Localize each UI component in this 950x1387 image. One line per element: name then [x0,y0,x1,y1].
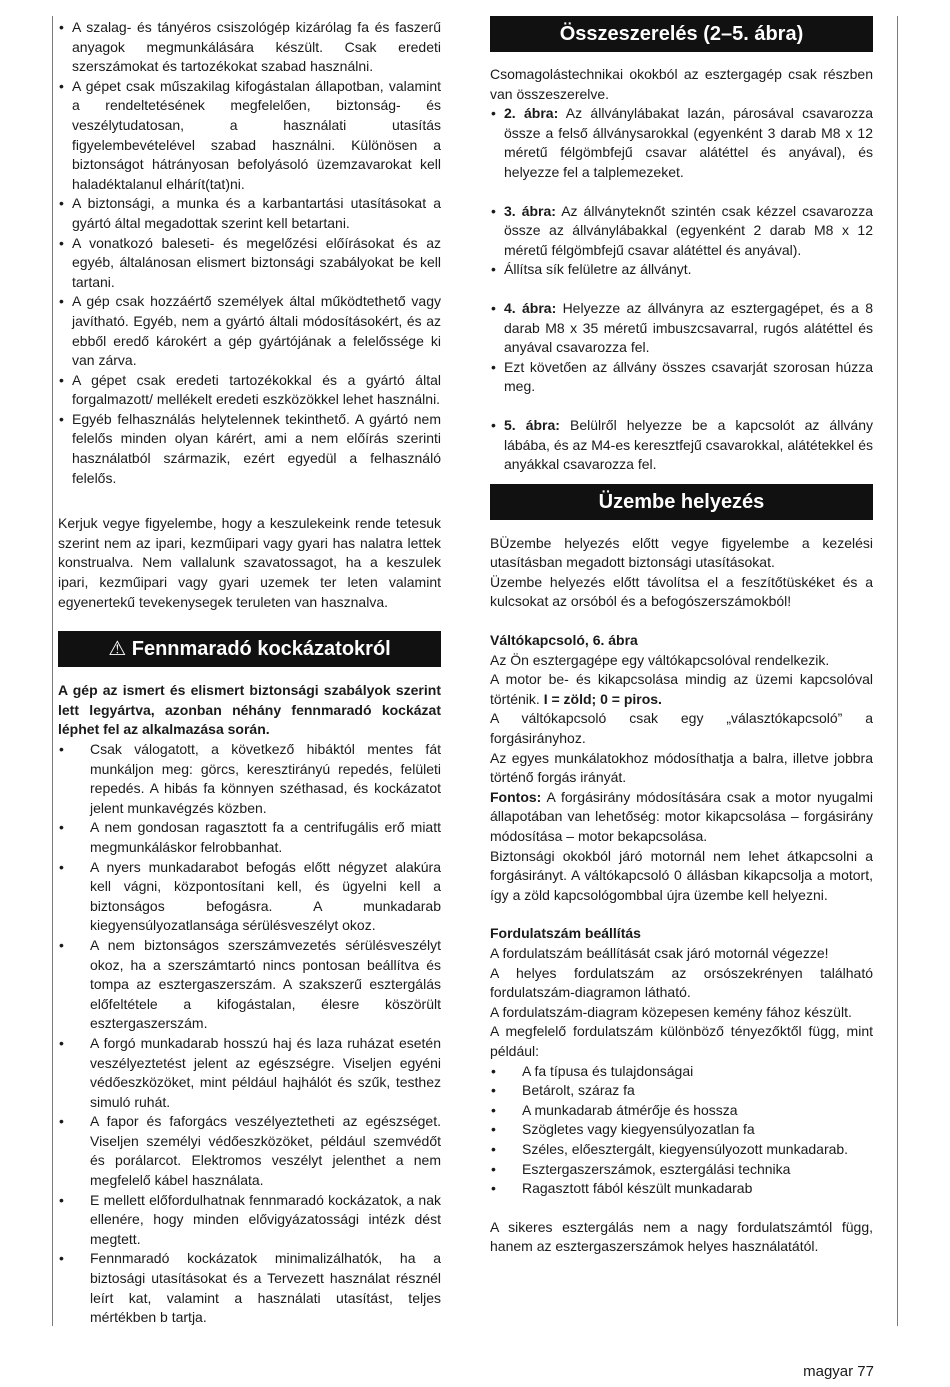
speed-factor-list [490,1062,873,1199]
important-text: A forgásirány módosítására csak a motor nyugalmi állapotában van lehetőség: motor kikapcsolása – forgásirány módosítása – motor bekapcsolása. [490,788,873,844]
left-column [58,18,441,1328]
list-item: • A nem biztonságos szerszámvezetés sérülésveszélyt okoz, ha a szerszámtartó nincs pontosan beállítva és tompa az esztergaszerszám. A szakszerű esztergálás előfeltétele a kifogástalan, élesre köszörült esztergaszerszám. [58,936,441,1034]
assembly-step-2 [490,104,873,182]
switch-paragraph [490,670,873,709]
intro-bullet-list [58,18,441,488]
page-number: magyar 77 [803,1363,874,1380]
list-item: • A nem gondosan ragasztott fa a centrifugális erő miatt megmunkáláskor felrobbanhat. [58,818,441,857]
list-item: • Fennmaradó kockázatok minimalizálhatók, ha a biztosági utasításokat és a Tervezett használat résznél leírt kat, valamint a használati utasítást, teljes mértékben b tartja. [58,1249,441,1327]
step-text: Az állványteknőt szintén csak kézzel csavarozza össze az állványlábakkal (egyenként 2 darab M8 x 12 méretű félgömbfejű csavar alátéttel és anyával). [504,202,873,258]
switch-paragraph: A váltókapcsoló csak egy „választókapcsoló” a forgásirányhoz. [490,710,873,747]
list-item: • A munkadarab átmérője és hossza [490,1101,873,1121]
list-item: • Széles, előesztergált, kiegyensúlyozott munkadarab. [490,1140,873,1160]
speed-conclusion: A sikeres esztergálás nem a nagy fordulatszámtól függ, hanem az esztergaszerszámok helyes használatától. [490,1218,873,1255]
right-column [490,18,873,1257]
step-label: 5. ábra: [504,416,560,433]
operation-paragraph: BÜzembe helyezés előtt vegye figyelembe a kezelési utasításban megadott biztonsági utasításokat. [490,534,873,571]
list-item: • A fa típusa és tulajdonságai [490,1062,873,1082]
list-item: • Csak válogatott, a következő hibáktól mentes fát munkáljon meg: görcs, keresztirányú repedés, felületi repedés. A hibás fa könnyen széthasad, és kockázatot jelent munkavégzés közben. [58,740,441,818]
list-item: • A gépet csak eredeti tartozékokkal és a gyártó által forgalmazott/ mellékelt eredeti eszközökkel lehet használni. [58,371,441,410]
list-item [490,416,873,475]
switch-important [490,788,873,847]
switch-text: A motor be- és kikapcsolása mindig az üzemi kapcsolóval történik. [490,671,873,707]
switch-paragraph: Az Ön esztergagépe egy váltókapcsolóval rendelkezik. [490,651,830,668]
step-text: Helyezze az állványra az esztergagépet, és a 8 darab M8 x 35 méretű imbuszcsavarral, rugós alátéttel és anyával csavarozza fel. [504,299,873,356]
step-text: Az állványlábakat lazán, párosával csavarozza össze a felső állványsarokkal (egyenként 3 darab M8 x 12 méretű félgömbfejű csavar alátéttel és anyával), és helyezze fel a talplemezeket. [504,105,873,180]
list-item: • A fapor és faforgács veszélyeztetheti az egészséget. Viseljen személyi védőeszközöket, például szemvédőt és porálarcot. Elektromos veszélyt jelenthet a nem megfelelő kábel használata. [58,1112,441,1190]
list-item: • A gépet csak műszakilag kifogástalan állapotban, valamint a rendeltetésének megfelelően, biztonság- és veszélytudatosan, a használati utasítás figyelembevételével szabad használni. Különösen a biztonságot hátrányosan befolyásoló üzemzavarokat kell haladéktalanul elhárít(tat)ni. [58,77,441,195]
list-item: • Egyéb felhasználás helytelennek tekinthető. A gyártó nem felelős minden olyan kárért, ami a nem előírás szerinti használatból származik, ezért egyedül a felhasználó felelős. [58,410,441,488]
assembly-step-5 [490,416,873,475]
list-item [490,202,873,261]
speed-paragraph: A megfelelő fordulatszám különböző tényezőktől függ, mint például: [490,1023,873,1059]
list-item: • A vonatkozó baleseti- és megelőzési előírásokat és az egyéb, általánosan elismert biztonsági szabályokat be kell tartani. [58,234,441,293]
switch-paragraph: Az egyes munkálatokhoz módosíthatja a balra, illetve jobbra történő forgás irányát. [490,749,873,786]
step-text: Belülről helyezze be a kapcsolót az állvány lábába, és az M4-es keresztfejű csavarokkal, alátétekkel és anyákkal csavarozza fel. [504,416,874,473]
list-item: • A biztonsági, a munka és a karbantartási utasításokat a gyártó által megadottak szerint kell betartani. [58,194,441,233]
risk-heading: ⚠ Fennmaradó kockázatokról [58,631,441,667]
switch-title: Váltókapcsoló, 6. ábra [490,632,638,649]
list-item: • Ragasztott fából készült munkadarab [490,1179,873,1199]
assembly-intro: Csomagolástechnikai okokból az esztergagép csak részben van összeszerelve. [490,66,873,102]
notice-paragraph: Kerjuk vegye figyelembe, hogy a keszulekeink rende tetesuk szerint nem az ipari, kezműipari vagy gyari has nalatra lettek konstrualva. Nem vallalunk szavatossagot, ha a keszulek ipari, kezműipari vagy gyari uzemek ter leten valamint egyenertekű tevekenysegek teruleten van hasznalva. [58,515,441,610]
switch-color-codes: I = zöld; 0 = piros. [543,690,662,707]
list-item: • E mellett előfordulhatnak fennmaradó kockázatok, a nak ellenére, hogy minden elővigyázatossági intézk dést megtett. [58,1191,441,1250]
list-item: • Ezt követően az állvány összes csavarját szorosan húzza meg. [490,358,873,397]
assembly-step-3 [490,202,873,280]
step-label: 3. ábra: [504,202,556,219]
list-item: • Esztergaszerszámok, esztergálási technika [490,1160,873,1180]
risk-bullet-list [58,740,441,1328]
right-column-rule [897,16,898,1326]
list-item [490,104,873,182]
list-item: • A szalag- és tányéros csiszológép kizárólag fa és faszerű anyagok megmunkálására készült. Csak eredeti szerszámokat és tartozékokat szabad használni. [58,18,441,77]
list-item: • Betárolt, száraz fa [490,1081,873,1101]
list-item: • A nyers munkadarabot befogás előtt négyzet alakúra kell vágni, központosítani kell, és ügyelni kell a biztonságos befogásra. A munkadarab kiegyensúlyozatlansága sérülésveszélyt okoz. [58,858,441,936]
step-label: 2. ábra: [504,105,559,122]
assembly-heading: Összeszerelés (2–5. ábra) [490,16,873,52]
assembly-step-4 [490,299,873,397]
left-column-rule [52,16,53,1326]
list-item: • Szögletes vagy kiegyensúlyozatlan fa [490,1120,873,1140]
speed-title: Fordulatszám beállítás [490,925,641,942]
speed-paragraph: A fordulatszám-diagram közepesen kemény fához készült. [490,1003,852,1020]
switch-paragraph: Biztonsági okokból járó motornál nem lehet átkapcsolni a forgásirányt. A váltókapcsoló 0 állásban kikapcsolja a motort, így a zöld kapcsológombbal újra üzembe kell helyezni. [490,847,873,903]
important-label: Fontos: [490,788,542,805]
step-label: 4. ábra: [504,299,557,316]
list-item [490,299,873,358]
speed-paragraph: A fordulatszám beállítását csak járó motornál végezze! [490,944,829,961]
speed-paragraph: A helyes fordulatszám az orsószekrényen található fordulatszám-diagramon látható. [490,964,873,1001]
list-item: • A forgó munkadarab hosszú haj és laza ruházat esetén veszélyeztetést jelent az egészségre. Viseljen egyéni védőeszközöket, mint például hajhálót és szűk, testhez simuló ruhát. [58,1034,441,1112]
list-item: • A gép csak hozzáértő személyek által működtethető vagy javítható. Egyéb, nem a gyártó általi módosításokért, és az ebből eredő károkért a gép gyártójának a felelőssége ki van zárva. [58,292,441,370]
risk-intro: A gép az ismert és elismert biztonsági szabályok szerint lett legyártva, azonban néhány fennmaradó kockázat léphet fel az alkalmazása során. [58,682,441,738]
operation-heading: Üzembe helyezés [490,484,873,520]
operation-paragraph: Üzembe helyezés előtt távolítsa el a feszítőtüskéket és a kulcsokat az orsóból és a befogószerszámokból! [490,573,873,610]
list-item: • Állítsa sík felületre az állványt. [490,260,873,280]
